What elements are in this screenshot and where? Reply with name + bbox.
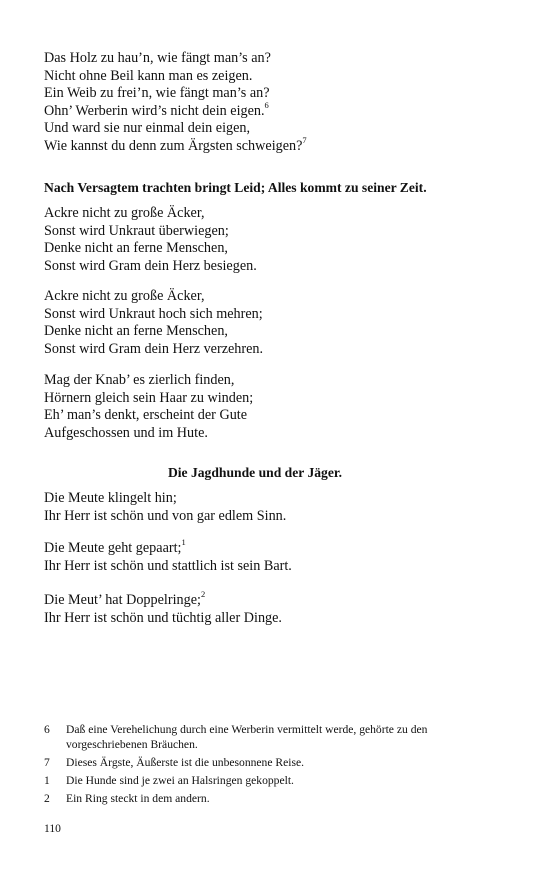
poem3-stanza-1	[44, 490, 514, 525]
footnote-text: Daß eine Verehelichung durch eine Werberin vermittelt werde, gehörte zu den vorgeschriebenen Bräuchen.	[66, 723, 428, 751]
poem-line: Die Meute klingelt hin;	[44, 490, 177, 506]
poem-line: Und ward sie nur einmal dein eigen,	[44, 120, 251, 137]
footnote	[44, 722, 484, 752]
footnote	[44, 791, 484, 806]
footnotes	[44, 722, 484, 809]
footnote-mark: 1	[181, 537, 186, 548]
poem-line: Hörnern gleich sein Haar zu winden;	[44, 389, 254, 406]
poem-line: Denke nicht an ferne Menschen,	[44, 323, 228, 340]
poem2-stanza-2	[44, 288, 514, 358]
footnote-number: 6	[44, 723, 50, 736]
footnote-number: 1	[44, 774, 50, 787]
poem-line: Sonst wird Gram dein Herz verzehren.	[44, 340, 264, 357]
footnote-mark: 7	[302, 135, 307, 146]
footnote-text: Die Hunde sind je zwei an Halsringen gekoppelt.	[66, 774, 294, 787]
page-number: 110	[44, 822, 61, 835]
poem-line: Ackre nicht zu große Äcker,	[44, 288, 205, 304]
footnote-mark: 2	[200, 589, 206, 600]
footnote-mark: 6	[264, 100, 269, 111]
poem-line	[44, 589, 514, 610]
poem2-stanza-3	[44, 372, 514, 442]
poem-line-text: Ohn’ Werberin wird’s nicht dein eigen.	[44, 102, 265, 119]
poem-line: Mag der Knab’ es zierlich finden,	[44, 372, 235, 388]
poem-line: Sonst wird Unkraut überwiegen;	[44, 222, 229, 239]
poem-line: Ihr Herr ist schön und tüchtig aller Dinge.	[44, 609, 282, 626]
poem-line: Das Holz zu hau’n, wie fängt man’s an?	[44, 50, 271, 66]
poem-line: Ackre nicht zu große Äcker,	[44, 205, 205, 221]
poem-line: Denke nicht an ferne Menschen,	[44, 240, 228, 257]
poem1-stanza	[44, 50, 514, 156]
poem-line: Ein Weib zu frei’n, wie fängt man’s an?	[44, 85, 270, 102]
footnote	[44, 755, 484, 770]
poem-line: Aufgeschossen und im Hute.	[44, 424, 208, 441]
poem-line: Nicht ohne Beil kann man es zeigen.	[44, 67, 253, 84]
poem-line: Sonst wird Gram dein Herz besiegen.	[44, 257, 257, 274]
footnote-text: Dieses Ärgste, Äußerste ist die unbesonnene Reise.	[66, 756, 305, 769]
footnote	[44, 773, 484, 788]
poem3-title: Die Jagdhunde und der Jäger.	[167, 465, 343, 480]
poem-line: Sonst wird Unkraut hoch sich mehren;	[44, 305, 263, 322]
poem-line-text: Die Meute geht gepaart;	[44, 540, 182, 556]
poem3-stanza-3	[44, 589, 514, 627]
poem2-stanza-1	[44, 205, 514, 275]
poem-line	[44, 135, 514, 156]
poem-line-text: Die Meut’ hat Doppelringe;	[44, 592, 201, 608]
poem-line-text: Wie kannst du denn zum Ärgsten schweigen?	[44, 137, 303, 154]
poem-line	[44, 537, 514, 558]
poem-line: Ihr Herr ist schön und stattlich ist sein Bart.	[44, 557, 292, 574]
poem-line: Eh’ man’s denkt, erscheint der Gute	[44, 407, 248, 424]
poem2-title: Nach Versagtem trachten bringt Leid; Alles kommt zu seiner Zeit.	[44, 180, 427, 195]
footnote-text: Ein Ring steckt in dem andern.	[66, 792, 210, 805]
poem3-stanza-2	[44, 537, 514, 575]
footnote-number: 2	[44, 792, 50, 805]
poem-line: Ihr Herr ist schön und von gar edlem Sinn.	[44, 507, 287, 524]
poem-line	[44, 100, 514, 121]
footnote-number: 7	[44, 756, 50, 769]
